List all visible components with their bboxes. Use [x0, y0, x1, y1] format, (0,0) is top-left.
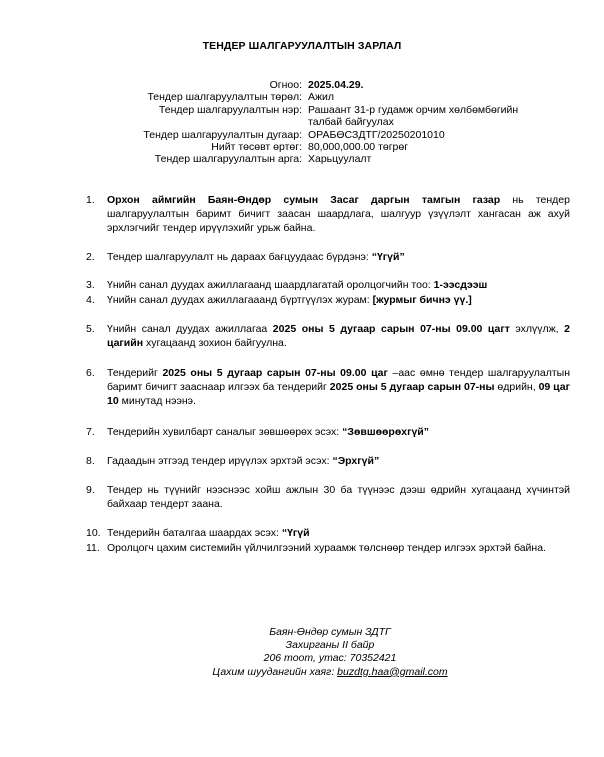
- meta-label: Тендер шалгаруулалтын арга:: [154, 153, 302, 166]
- meta-value: Харьцуулалт: [308, 153, 372, 166]
- meta-value-line: талбай байгуулах: [308, 116, 394, 129]
- list-item-number: 2.: [86, 251, 95, 263]
- list-item-text: [107, 278, 570, 292]
- list-item-text: [107, 425, 570, 439]
- meta-value: [308, 104, 580, 129]
- meta-value: 80,000,000.00 төгрөг: [308, 141, 409, 154]
- signature-email-label: Цахим шуудангийн хаяг:: [212, 665, 338, 678]
- meta-label: Огноо:: [269, 79, 302, 91]
- meta-label: Нийт төсөвт өртөг:: [211, 141, 302, 154]
- list-item-text: [107, 526, 570, 540]
- bold-text: “Үгүй”: [371, 251, 405, 263]
- bold-text: [журмыг бичнэ үү.]: [372, 294, 472, 306]
- plain-text: Тендер нь түүнийг нээснээс хойш ажлын 30 ба түүнээс дээш өдрийн хугацаанд хүчинтэй байхаар тендерт заана.: [107, 484, 570, 510]
- list-item: [86, 541, 570, 555]
- plain-text: Оролцогч цахим системийн үйлчилгээний хураамж төлснөөр тендер илгээх эрхтэй байна.: [107, 542, 546, 554]
- signature-org: Баян-Өндөр сумын ЗДТГ: [269, 626, 391, 638]
- list-item: [86, 454, 570, 468]
- list-item-text: [107, 483, 570, 511]
- meta-label: Тендер шалгаруулалтын дугаар:: [143, 128, 302, 141]
- meta-number-row: [100, 129, 580, 141]
- list-item: [86, 250, 570, 264]
- meta-method-row: [100, 153, 580, 165]
- plain-text: Үнийн санал дуудах ажиллагаанд шаардлагатай оролцогчийн тоо:: [107, 279, 434, 291]
- bold-text: “Үгүй: [281, 527, 310, 539]
- meta-type-row: [100, 91, 580, 103]
- meta-value-line: Рашаант 31-р гудамж орчим хөлбөмбөгийн: [308, 103, 519, 116]
- meta-value: 2025.04.29.: [308, 79, 364, 91]
- plain-text: Үнийн санал дуудах ажиллагаа: [107, 323, 273, 335]
- plain-text: өдрийн,: [494, 381, 539, 393]
- list-item: [86, 483, 570, 511]
- bold-text: 09 цаг 10: [107, 381, 570, 407]
- list-item-number: 3.: [86, 279, 95, 291]
- signature-phone: 206 тоот, утас: 70352421: [263, 652, 397, 665]
- bold-text: 2025 оны 5 дугаар сарын 07-ны: [329, 381, 495, 393]
- page-title: ТЕНДЕР ШАЛГАРУУЛАЛТЫН ЗАРЛАЛ: [202, 40, 402, 52]
- bold-text: 1-ээсдээш: [433, 279, 488, 291]
- list-item: [86, 366, 570, 408]
- meta-value: Ажил: [308, 91, 335, 104]
- bold-text: “Зөвшөөрөхгүй”: [342, 426, 429, 438]
- meta-name-row: [100, 104, 580, 129]
- meta-label: Тендер шалгаруулалтын төрөл:: [147, 91, 302, 104]
- list-item: [86, 526, 570, 540]
- email-link[interactable]: buzdtg.haa@gmail.com: [337, 665, 448, 678]
- bold-text: 2025 оны 5 дугаар сарын 07-ны 09.00 цаг: [162, 367, 388, 379]
- list-item-text: [107, 193, 570, 235]
- list-item-number: 10.: [86, 527, 101, 539]
- list-item-number: 7.: [86, 426, 95, 438]
- list-item: [86, 322, 570, 350]
- list-item: [86, 425, 570, 439]
- meta-date-row: [100, 79, 580, 91]
- bold-text: “Эрхгүй”: [332, 455, 380, 467]
- meta-label: Тендер шалгаруулалтын нэр:: [158, 103, 302, 116]
- signature-email-row: [150, 666, 510, 679]
- list-item-text: [107, 250, 570, 264]
- list-item-text: [107, 322, 570, 350]
- list-item: [86, 278, 570, 292]
- list-item-number: 11.: [86, 542, 100, 554]
- plain-text: Гадаадын этгээд тендер ирүүлэх эрхтэй эсэх:: [107, 455, 333, 467]
- signature-block: [150, 626, 510, 679]
- plain-text: эхлүүлж,: [509, 323, 565, 335]
- list-item-text: [107, 366, 570, 408]
- signature-building: Захирганы II байр: [285, 639, 375, 652]
- plain-text: Тендерийн хувилбарт саналыг зөвшөөрөх эсэх:: [107, 426, 343, 438]
- list-item-number: 1.: [86, 194, 95, 206]
- plain-text: Тендерийн баталгаа шаардах эсэх:: [107, 527, 282, 539]
- bold-text: 2 цагийн: [107, 323, 570, 349]
- list-item-number: 8.: [86, 455, 95, 467]
- list-item-number: 6.: [86, 367, 95, 379]
- list-item-number: 9.: [86, 484, 95, 496]
- list-item-text: [107, 293, 570, 307]
- list-item-number: 5.: [86, 323, 95, 335]
- bold-text: Орхон аймгийн Баян-Өндөр сумын Засаг даргын тамгын газар: [107, 194, 501, 206]
- plain-text: Тендер шалгаруулалт нь дараах бағцуудаас бүрдэнэ:: [107, 251, 372, 263]
- list-item-text: [107, 454, 570, 468]
- bold-text: 2025 оны 5 дугаар сарын 07-ны 09.00 цагт: [272, 323, 510, 335]
- tender-meta: [100, 79, 580, 166]
- plain-text: хугацаанд зохион байгуулна.: [143, 337, 287, 349]
- list-item-text: [107, 541, 570, 555]
- list-item-number: 4.: [86, 294, 95, 306]
- plain-text: Тендерийг: [107, 367, 163, 379]
- list-item: [86, 293, 570, 307]
- plain-text: –аас өмнө тендер шалгаруулалтын баримт бичигт зааснаар илгээх ба тендерийг: [107, 367, 571, 393]
- plain-text: минутад нээнэ.: [118, 395, 196, 407]
- list-item: [86, 193, 570, 235]
- meta-value: ОРАБӨСЗДТГ/20250201010: [308, 128, 445, 141]
- meta-budget-row: [100, 141, 580, 153]
- plain-text: Үнийн санал дуудах ажиллагааанд бүртгүүлэх журам:: [107, 294, 373, 306]
- plain-text: нь тендер шалгаруулалтын баримт бичигт заасан шаардлага, шалгуур үзүүлэлт хангасан аж ахуй эрхлэгчийг тендер ирүүлэхийг урьж байна.: [107, 194, 570, 234]
